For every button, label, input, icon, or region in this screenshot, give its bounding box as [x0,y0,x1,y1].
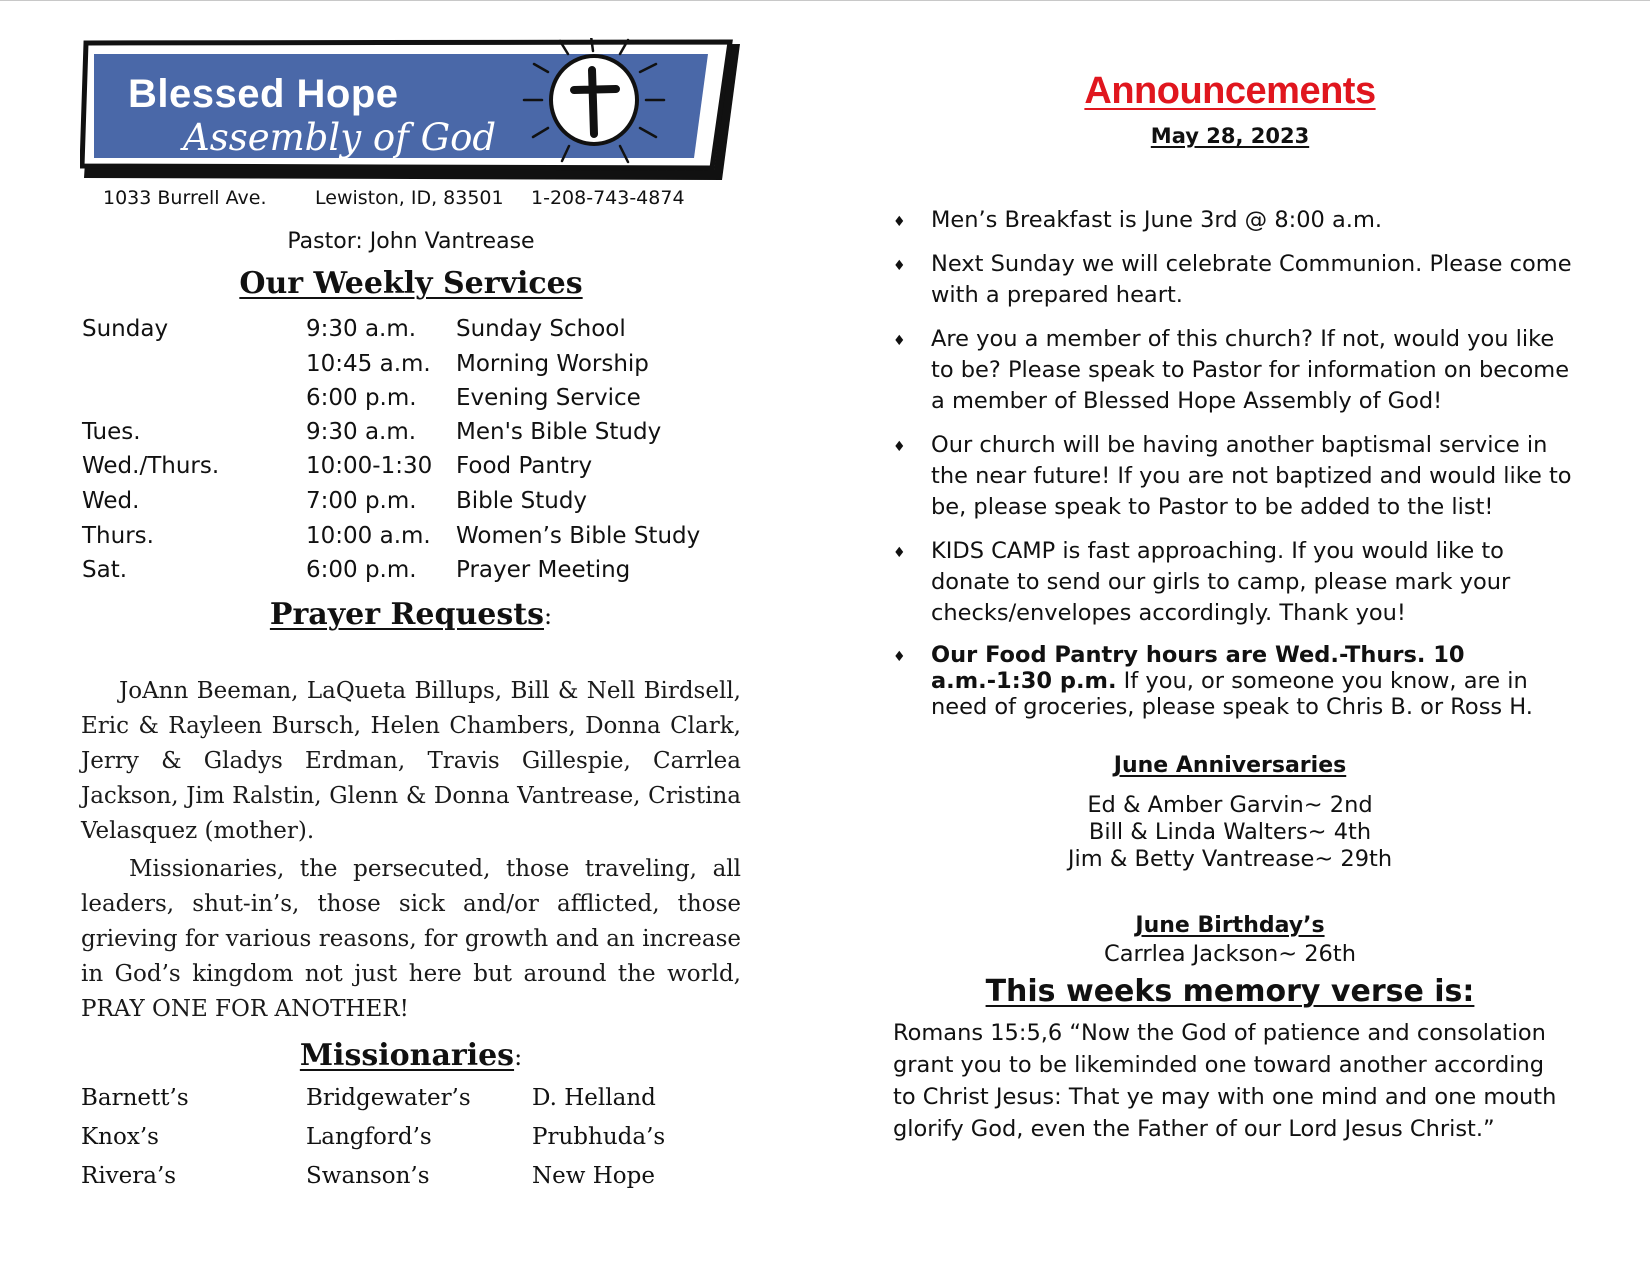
birthdays-heading: June Birthday’s [1135,913,1325,938]
memory-verse-text: Romans 15:5,6 “Now the God of patience and consolation grant you to be likeminded one toward another according to Christ Jesus: That ye may with one mind and one mouth glorify God, even the Father of our Lord Jesus Christ.” [893,1020,1557,1142]
announcement-item: ♦ Our church will be having another baptismal service in the near future! If you are not baptized and would like to be, please speak to Pastor to be added to the list! [893,432,1572,520]
church-logo [80,38,750,188]
announcement-item: ♦ Men’s Breakfast is June 3rd @ 8:00 a.m. [893,205,1573,236]
announcement-list [893,205,1573,733]
missionary-name: D. Helland [532,1085,656,1111]
logo-title: Blessed Hope [128,72,399,116]
prayer-requests-heading: Prayer Requests: [269,597,553,632]
missionary-name: Knox’s [81,1124,159,1150]
missionary-name: New Hope [532,1163,655,1189]
logo-subtitle: Assembly of God [183,116,497,159]
pastor-name: Pastor: John Vantrease [287,229,535,254]
diamond-bullet-icon: ♦ [893,333,906,349]
anniversaries-heading: June Anniversaries [1113,753,1347,778]
missionary-name: Barnett’s [81,1085,189,1111]
anniversary-entry: Bill & Linda Walters~ 4th [1088,819,1372,845]
church-phone: 1-208-743-4874 [531,187,685,209]
memory-verse-heading: This weeks memory verse is: [985,974,1475,1009]
diamond-bullet-icon: ♦ [893,258,906,274]
announcement-item: ♦ Next Sunday we will celebrate Communion. Please come with a prepared heart. [893,251,1572,308]
prayer-names-paragraph: JoAnn Beeman, LaQueta Billups, Bill & Nell Birdsell, Eric & Rayleen Bursch, Helen Chambers, Donna Clark, Jerry & Gladys Erdman, Travis Gillespie, Carrlea Jackson, Jim Ralstin, Glenn & Donna Vantrease, Cristina Velasquez (mother). [81,678,741,844]
missionary-name: Swanson’s [306,1163,430,1189]
church-street: 1033 Burrell Ave. [103,187,267,209]
missionary-name: Bridgewater’s [306,1085,471,1111]
weekly-services-heading: Our Weekly Services [239,266,583,301]
missionary-name: Prubhuda’s [532,1124,666,1150]
announcement-item: ♦ Our Food Pantry hours are Wed.-Thurs. 10 a.m.-1:30 p.m. If you, or someone you know, are in need of groceries, please speak to Chris B. or Ross H. [893,642,1533,720]
anniversary-entry: Jim & Betty Vantrease~ 29th [1067,846,1393,872]
announcements-title: Announcements [1084,70,1376,112]
top-border [0,0,1650,1]
missionaries-heading: Missionaries: [299,1038,523,1073]
diamond-bullet-icon: ♦ [893,545,906,561]
birthday-entry: Carrlea Jackson~ 26th [1104,941,1356,967]
diamond-bullet-icon: ♦ [893,214,906,230]
diamond-bullet-icon: ♦ [893,439,906,455]
prayer-general-paragraph: Missionaries, the persecuted, those traveling, all leaders, shut-in’s, those sick and/or afflicted, those grieving for various reasons, for growth and an increase in God’s kingdom not just here but around the world, PRAY ONE FOR ANOTHER! [81,856,741,1022]
missionary-name: Langford’s [306,1124,432,1150]
church-city: Lewiston, ID, 83501 [315,187,504,209]
announcement-item: ♦ KIDS CAMP is fast approaching. If you would like to donate to send our girls to camp, please mark your checks/envelopes accordingly. Thank you! [893,538,1511,626]
missionary-name: Rivera’s [81,1163,177,1189]
announcement-item: ♦ Are you a member of this church? If not, would you like to be? Please speak to Pastor for information on become a member of Blessed Hope Assembly of God! [893,326,1570,414]
announcements-date: May 28, 2023 [1150,124,1310,148]
diamond-bullet-icon: ♦ [893,649,906,665]
anniversary-entry: Ed & Amber Garvin~ 2nd [1087,792,1373,818]
